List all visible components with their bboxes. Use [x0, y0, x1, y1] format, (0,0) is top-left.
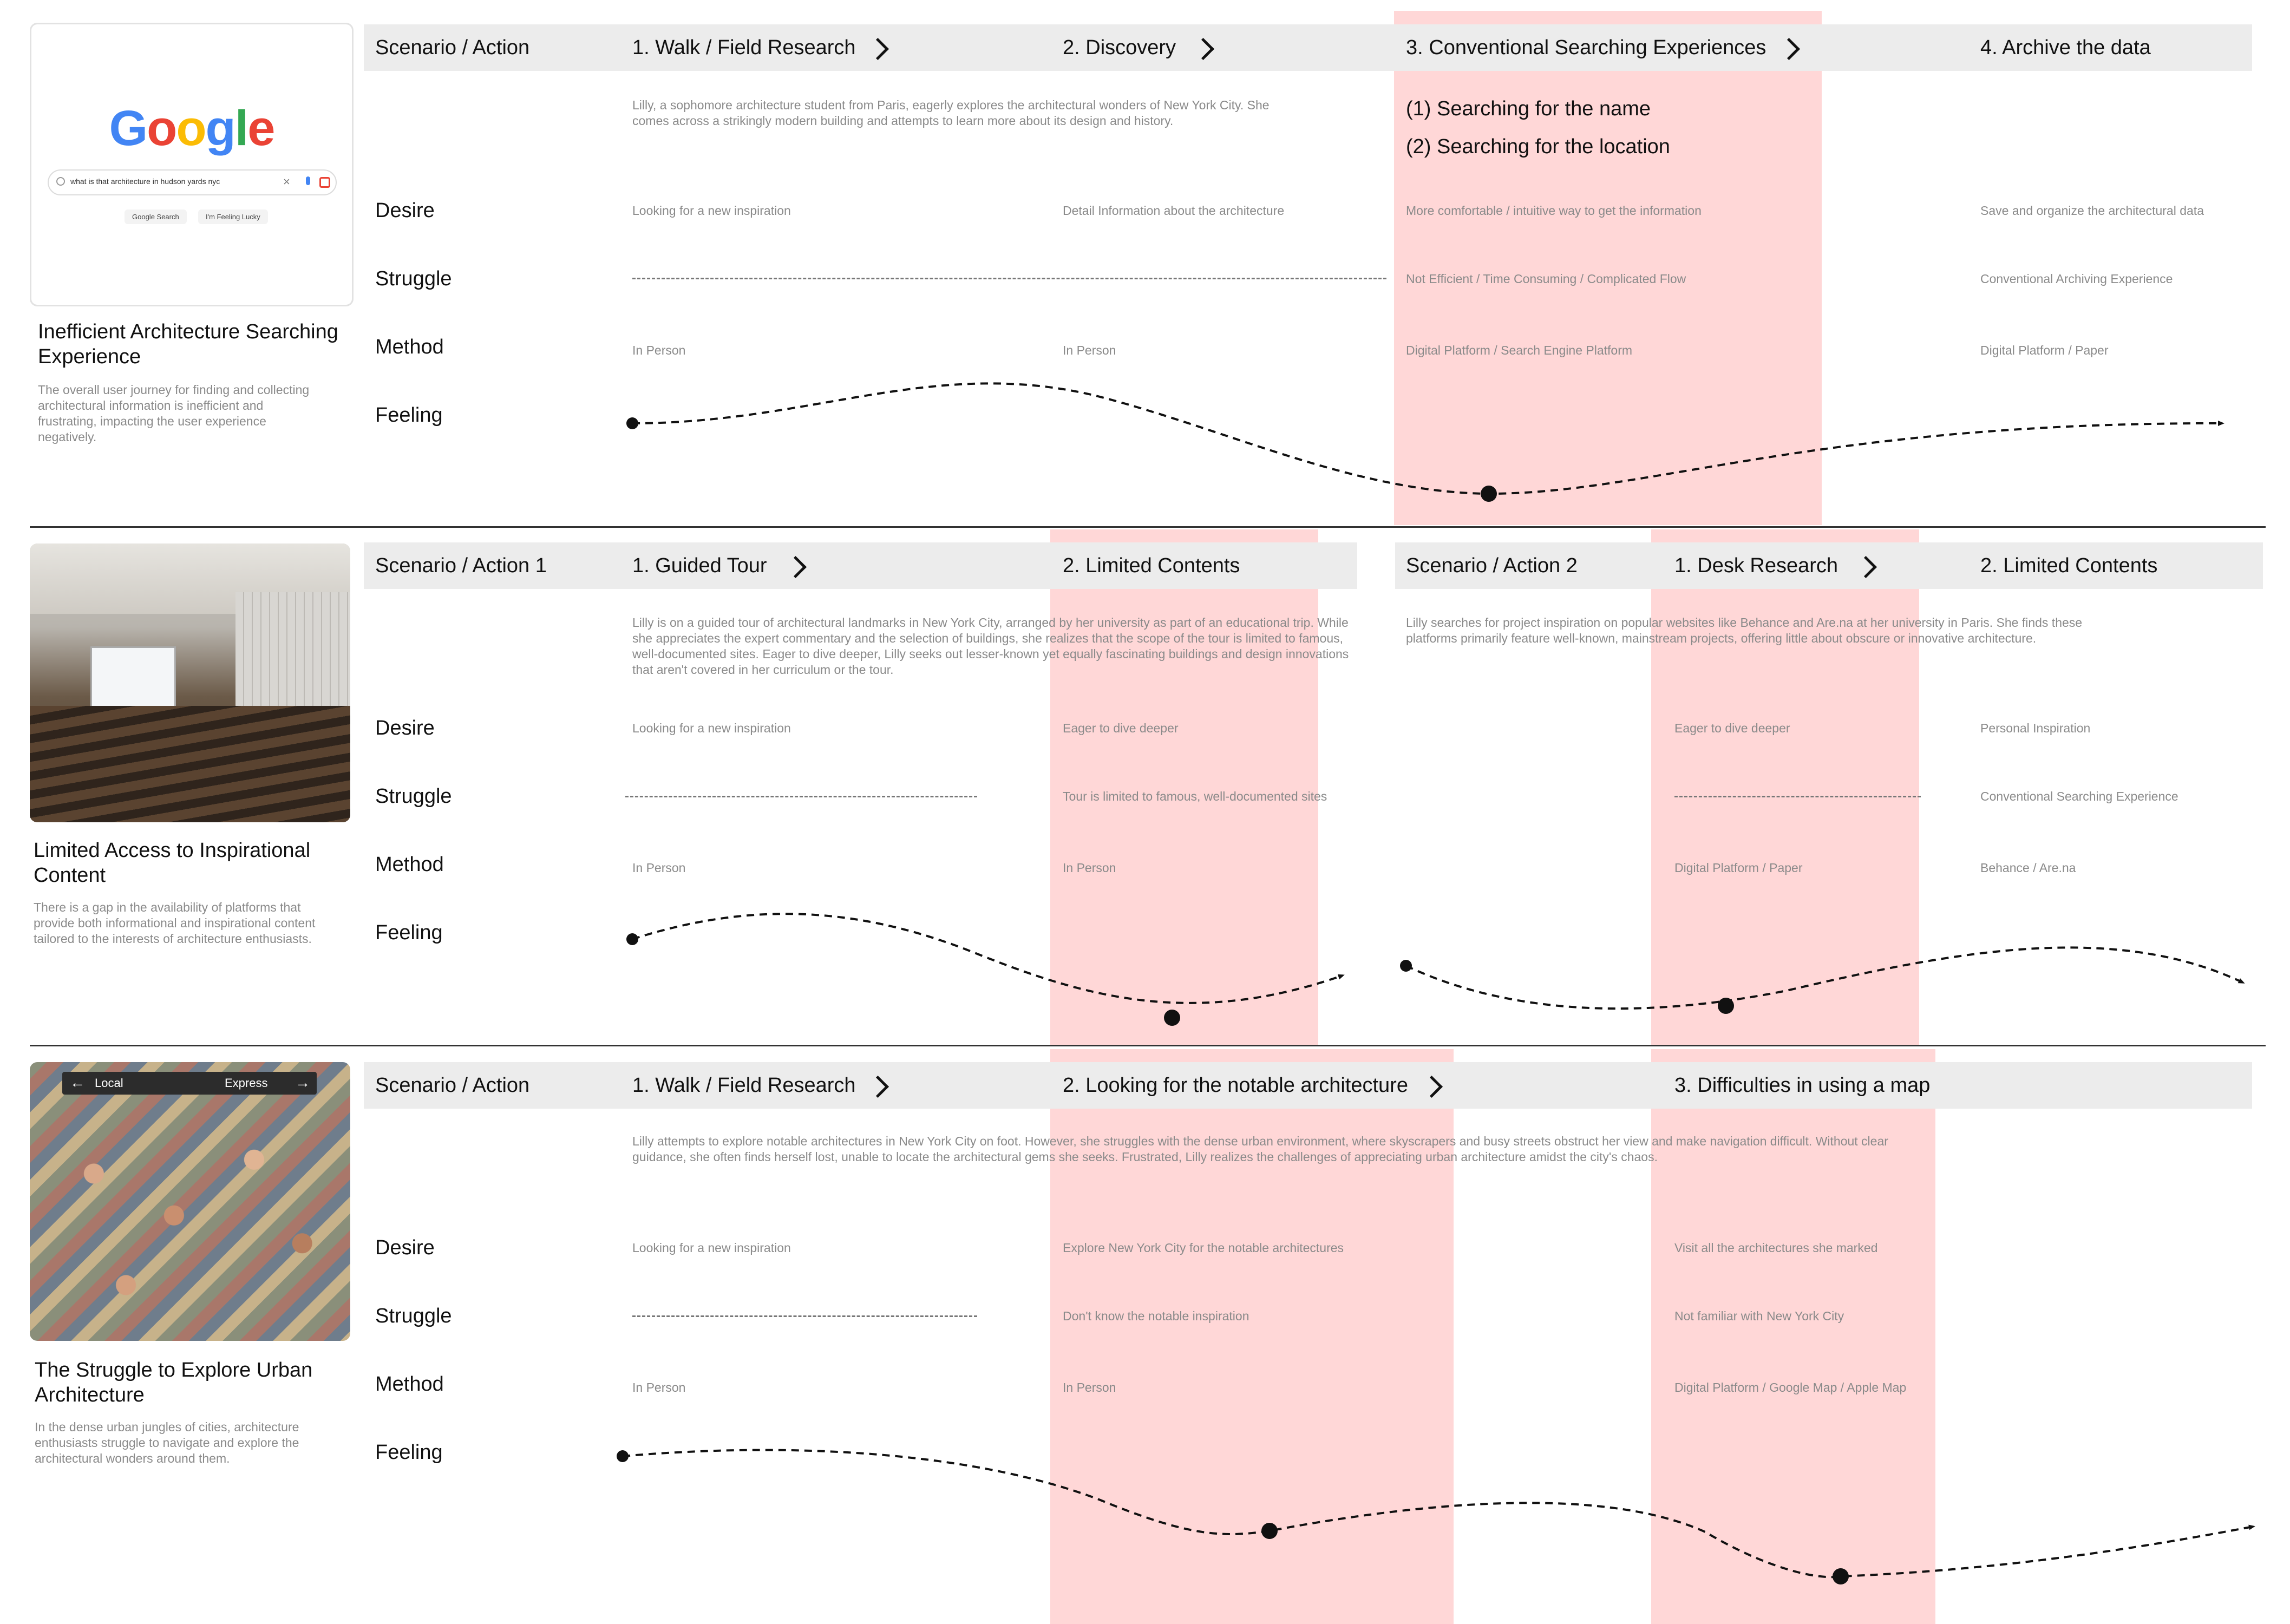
scenario-story: Lilly attempts to explore notable architectures in New York City on foot. However, she struggles with the dense urban environment, where skyscrapers and busy streets obstruct her view and make navigation difficult. Without clear guidance, she often finds herself lost, unable to locate the architectural gems she seeks. Frustrated, Lilly realizes the challenges of appreciating urban architecture amidst the city's chaos. [632, 1134, 1888, 1164]
feeling-point [1481, 486, 1497, 502]
sign-local: Local [95, 1076, 123, 1090]
clear-icon[interactable]: × [283, 175, 290, 188]
header-step-2: 2. Limited Contents [1063, 554, 1240, 577]
desire-cell: Personal Inspiration [1980, 721, 2091, 735]
header-step-3: 3. Difficulties in using a map [1674, 1074, 1931, 1097]
desire-cell: Save and organize the architectural data [1980, 204, 2204, 218]
sign-express: Express [225, 1076, 268, 1090]
feeling-lucky-button[interactable]: I'm Feeling Lucky [198, 209, 268, 224]
card-title: Limited Access to Inspirational Content [34, 839, 311, 887]
desire-cell: Looking for a new inspiration [632, 204, 791, 218]
method-cell: Digital Platform / Paper [1674, 861, 1803, 875]
card-title: Inefficient Architecture Searching Experience [38, 320, 338, 368]
struggle-cell: Not Efficient / Time Consuming / Complicated Flow [1406, 272, 1686, 286]
header-step-2: 2. Looking for the notable architecture [1063, 1074, 1408, 1097]
arrow-right-icon: → [295, 1074, 310, 1091]
header-step-3: 3. Conventional Searching Experiences [1406, 36, 1766, 59]
header-step-4: 2. Limited Contents [1980, 554, 2158, 577]
feeling-point [1400, 960, 1412, 972]
card-description: In the dense urban jungles of cities, architecture enthusiasts struggle to navigate and explore the architectural wonders around them. [35, 1420, 299, 1465]
method-cell: In Person [632, 1380, 686, 1394]
desire-cell: Looking for a new inspiration [632, 1241, 791, 1255]
arrow-left-icon: ← [70, 1074, 85, 1091]
row-label-feeling: Feeling [375, 404, 443, 427]
google-logo: Google [109, 101, 274, 156]
method-cell: Digital Platform / Search Engine Platform [1406, 343, 1633, 357]
google-search-button[interactable]: Google Search [125, 209, 187, 224]
header-scenario-1: Scenario / Action 1 [375, 554, 547, 577]
card-description: There is a gap in the availability of platforms that provide both informational and inspirational content tailored to the interests of architecture enthusiasts. [34, 900, 316, 946]
method-cell: Digital Platform / Google Map / Apple Map [1674, 1380, 1907, 1394]
feeling-point [1833, 1568, 1849, 1584]
struggle-cell: Not familiar with New York City [1674, 1309, 1844, 1323]
desire-cell: More comfortable / intuitive way to get the information [1406, 204, 1702, 218]
header-step-2: 2. Discovery [1063, 36, 1176, 59]
desire-cell: Explore New York City for the notable architectures [1063, 1241, 1344, 1255]
desire-cell: Visit all the architectures she marked [1674, 1241, 1878, 1255]
header-scenario-2: Scenario / Action 2 [1406, 554, 1578, 577]
row-label-method: Method [375, 1373, 444, 1396]
row-label-feeling: Feeling [375, 921, 443, 944]
feeling-point [1718, 998, 1734, 1014]
feeling-point [626, 417, 638, 429]
row-label-desire: Desire [375, 717, 435, 739]
header-step-3: 1. Desk Research [1674, 554, 1838, 577]
feeling-curve-2b [1406, 947, 2243, 1009]
search-question-2: (2) Searching for the location [1406, 135, 1670, 158]
method-cell: In Person [1063, 1380, 1116, 1394]
header-scenario: Scenario / Action [375, 36, 530, 59]
feeling-curve-1 [632, 383, 2222, 494]
card-description: The overall user journey for finding and collecting architectural information is inefficient and frustrating, impacting the user experience negatively. [38, 383, 310, 444]
header-step-1: 1. Guided Tour [632, 554, 767, 577]
method-cell: In Person [632, 343, 686, 357]
desire-cell: Eager to dive deeper [1674, 721, 1790, 735]
scenario-story-2: Lilly searches for project inspiration on popular websites like Behance and Are.na at her university in Paris. She finds these platforms primarily feature well-known, mainstream projects, offering little about obscure or innovative architecture. [1406, 615, 2083, 645]
struggle-cell: Don't know the notable inspiration [1063, 1309, 1249, 1323]
row-label-desire: Desire [375, 1236, 435, 1259]
row-label-struggle: Struggle [375, 267, 452, 290]
feeling-curve-3 [623, 1450, 2253, 1577]
struggle-cell: Conventional Archiving Experience [1980, 272, 2173, 286]
method-cell: Behance / Are.na [1980, 861, 2076, 875]
desire-cell: Eager to dive deeper [1063, 721, 1179, 735]
scenario-story: Lilly, a sophomore architecture student from Paris, eagerly explores the architectural wonders of New York City. She comes across a strikingly modern building and attempts to learn more about its design and history. [632, 98, 1270, 128]
method-cell: In Person [1063, 861, 1116, 875]
row-label-feeling: Feeling [375, 1441, 443, 1464]
struggle-cell: Conventional Searching Experience [1980, 789, 2178, 803]
struggle-cell: Tour is limited to famous, well-documented sites [1063, 789, 1327, 803]
row-label-desire: Desire [375, 199, 435, 222]
desire-cell: Looking for a new inspiration [632, 721, 791, 735]
header-step-1: 1. Walk / Field Research [632, 1074, 856, 1097]
search-query-text: what is that architecture in hudson yards nyc [70, 177, 220, 186]
desire-cell: Detail Information about the architecture [1063, 204, 1285, 218]
header-scenario: Scenario / Action [375, 1074, 530, 1097]
feeling-point [626, 933, 638, 945]
card-title: The Struggle to Explore Urban Architecture [35, 1359, 313, 1406]
search-question-1: (1) Searching for the name [1406, 97, 1651, 120]
row-label-method: Method [375, 853, 444, 876]
header-step-1: 1. Walk / Field Research [632, 36, 856, 59]
row-label-method: Method [375, 336, 444, 358]
method-cell: In Person [632, 861, 686, 875]
method-cell: Digital Platform / Paper [1980, 343, 2109, 357]
row-label-struggle: Struggle [375, 1305, 452, 1327]
feeling-curve-2a [632, 914, 1343, 1003]
feeling-point [617, 1450, 629, 1462]
method-cell: In Person [1063, 343, 1116, 357]
header-step-4: 4. Archive the data [1980, 36, 2151, 59]
scenario-story-1: Lilly is on a guided tour of architectural landmarks in New York City, arranged by her university as part of an educational trip. While she appreciates the expert commentary and the selection of buildings, she realizes that the scope of the tour is limited to famous, well-documented sites. Eager to dive deeper, Lilly seeks out lesser-known yet equally fascinating buildings and design innovations that aren't covered in her curriculum or the tour. [632, 615, 1349, 677]
feeling-point [1261, 1523, 1278, 1539]
feeling-point [1164, 1010, 1180, 1026]
row-label-struggle: Struggle [375, 785, 452, 808]
